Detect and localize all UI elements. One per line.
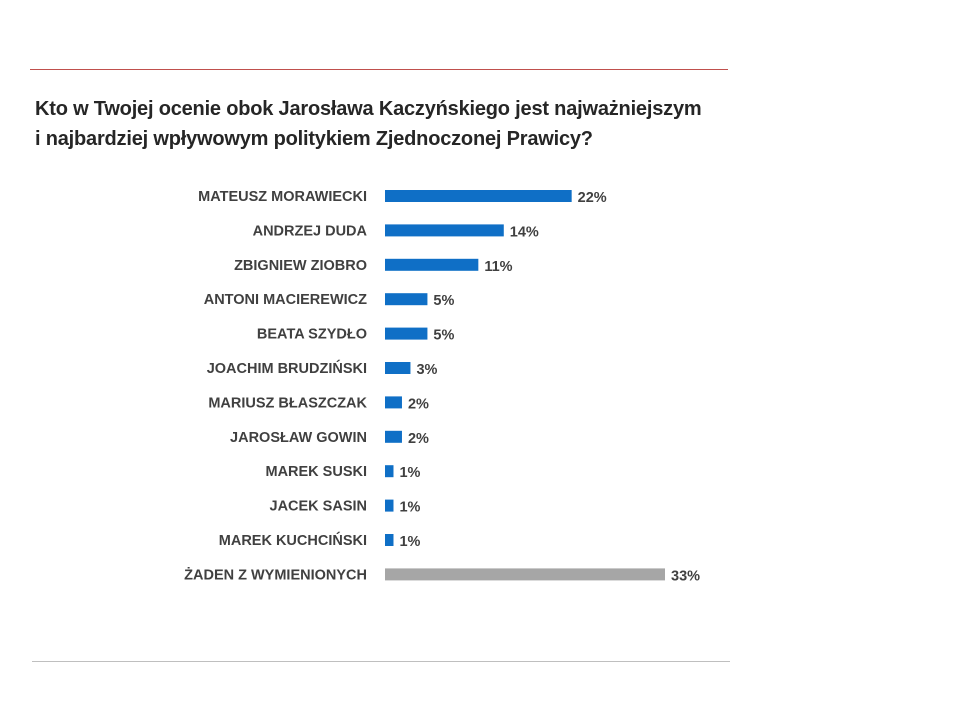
bar <box>385 190 572 202</box>
bar <box>385 396 402 408</box>
bar <box>385 328 427 340</box>
bar <box>385 534 393 546</box>
bar <box>385 465 393 477</box>
chart-title-line-2: i najbardziej wpływowym politykiem Zjednoczonej Prawicy? <box>35 128 593 150</box>
value-label: 2% <box>407 430 429 447</box>
category-label: BEATA SZYDŁO <box>256 326 367 343</box>
category-label: ZBIGNIEW ZIOBRO <box>234 257 367 274</box>
value-label: 3% <box>416 362 438 378</box>
value-label: 33% <box>671 568 701 585</box>
category-label: MAREK KUCHCIŃSKI <box>218 533 367 549</box>
category-label: JACEK SASIN <box>269 498 367 515</box>
bar <box>385 362 410 374</box>
value-label: 14% <box>509 224 539 241</box>
chart-title-line-1: Kto w Twojej ocenie obok Jarosława Kaczyńskiego jest najważniejszym <box>35 98 702 120</box>
category-label: MAREK SUSKI <box>265 464 367 481</box>
value-label: 1% <box>399 534 421 550</box>
value-label: 1% <box>399 465 421 482</box>
category-label: ANDRZEJ DUDA <box>252 223 367 240</box>
value-label: 11% <box>484 258 513 275</box>
value-label: 1% <box>399 499 421 516</box>
value-label: 22% <box>577 190 607 206</box>
category-label: JOACHIM BRUDZIŃSKI <box>206 361 367 377</box>
category-label: JAROSŁAW GOWIN <box>230 429 367 446</box>
bar <box>385 568 665 580</box>
value-label: 2% <box>407 396 429 413</box>
bar <box>385 224 504 236</box>
bar <box>385 259 478 271</box>
category-label: MATEUSZ MORAWIECKI <box>198 189 367 205</box>
bar <box>385 431 402 443</box>
bar <box>385 500 393 512</box>
bottom-rule <box>32 661 730 662</box>
value-label: 5% <box>433 327 455 344</box>
bar <box>385 293 427 305</box>
category-label: MARIUSZ BŁASZCZAK <box>208 395 367 412</box>
category-label: ŻADEN Z WYMIENIONYCH <box>184 567 367 584</box>
value-label: 5% <box>433 293 455 310</box>
category-label: ANTONI MACIEREWICZ <box>203 292 367 309</box>
